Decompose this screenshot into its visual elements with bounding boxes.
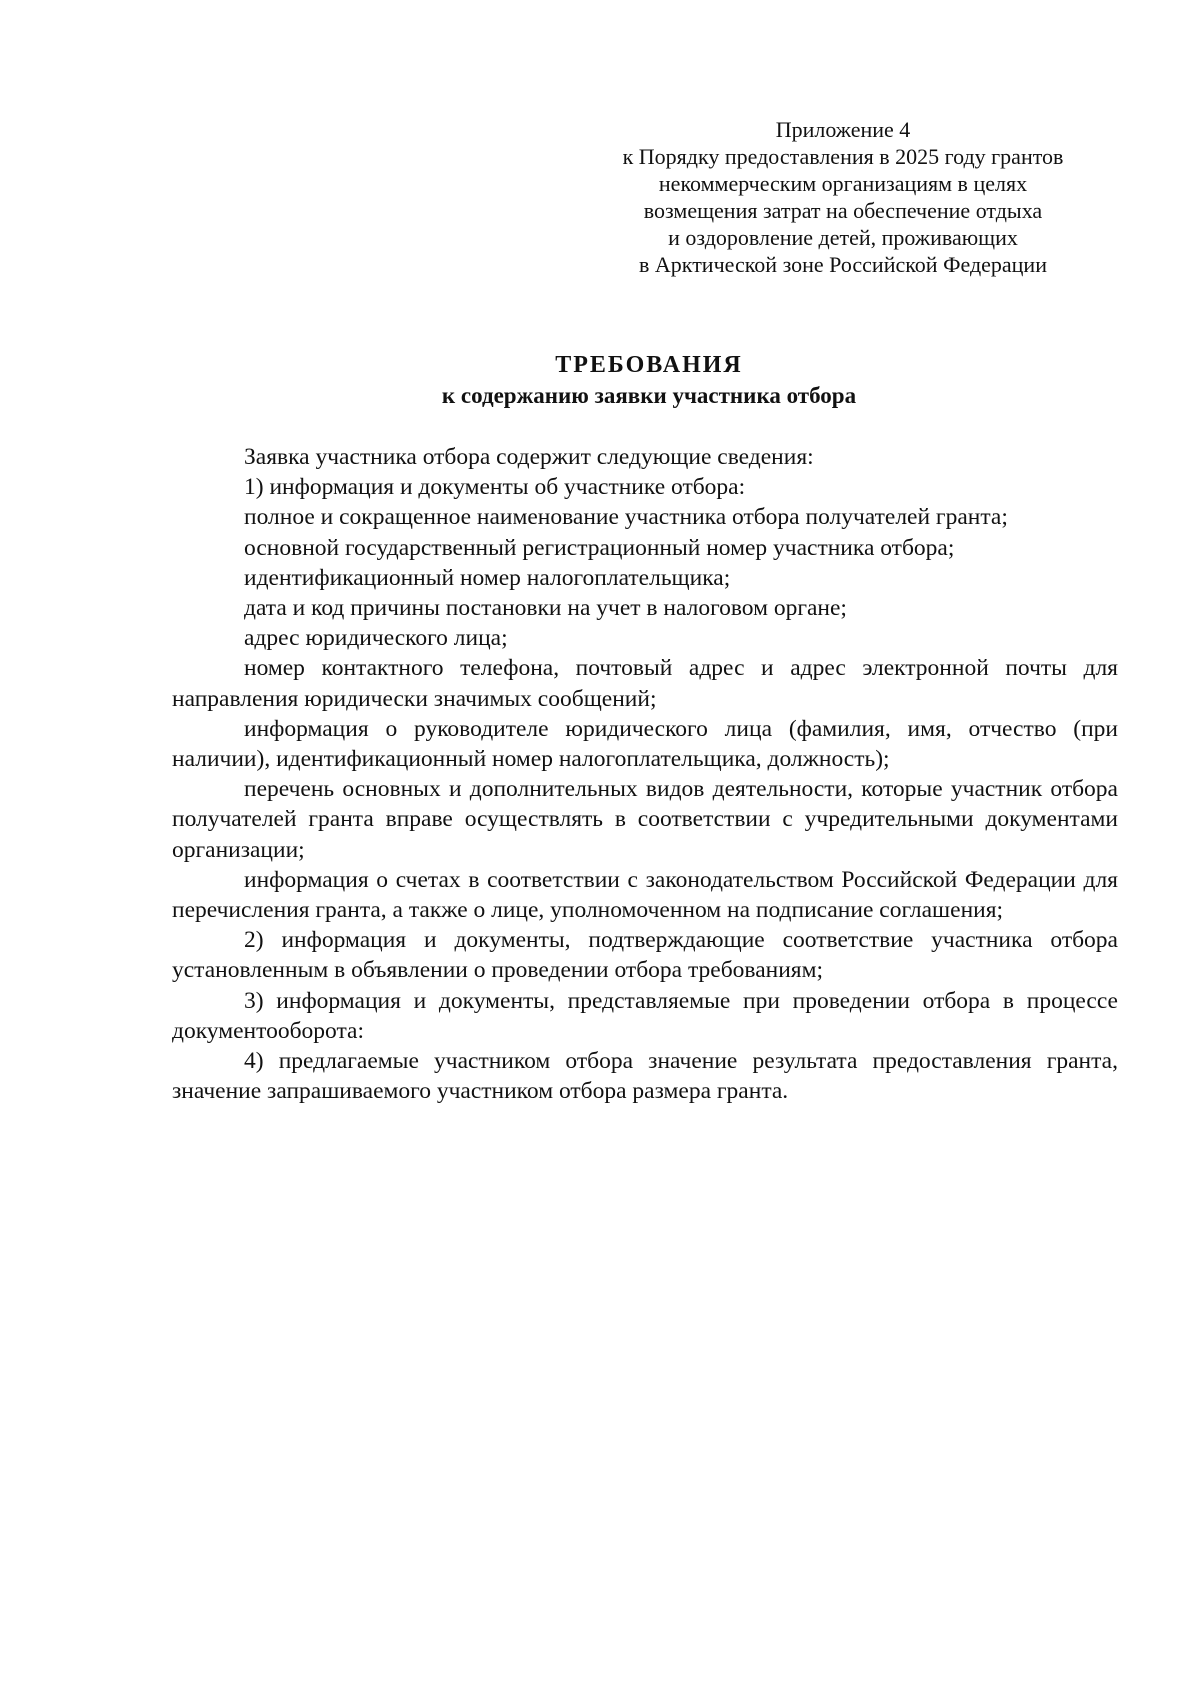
appendix-line: к Порядку предоставления в 2025 году грантов bbox=[622, 144, 1064, 169]
body-paragraph: 3) информация и документы, представляемые при проведении отбора в процессе документооборота: bbox=[172, 987, 1118, 1044]
body-paragraph: дата и код причины постановки на учет в налоговом органе; bbox=[244, 595, 847, 622]
body-paragraph: информация о счетах в соответствии с законодательством Российской Федерации для перечисления гранта, а также о лице, уполномоченном на подписание соглашения; bbox=[172, 866, 1118, 924]
document-body bbox=[172, 442, 1118, 1106]
body-paragraph: 1) информация и документы об участнике отбора: bbox=[244, 474, 746, 501]
body-paragraph: номер контактного телефона, почтовый адрес и адрес электронной почты для направления юридически значимых сообщений; bbox=[172, 655, 1118, 712]
body-paragraph: Заявка участника отбора содержит следующие сведения: bbox=[244, 444, 814, 470]
appendix-header bbox=[560, 116, 1126, 278]
body-paragraph: перечень основных и дополнительных видов деятельности, которые участник отбора получателей гранта вправе осуществлять в соответствии с учредительными документами организации; bbox=[172, 776, 1118, 863]
appendix-line: возмещения затрат на обеспечение отдыха bbox=[643, 198, 1043, 223]
body-paragraph: основной государственный регистрационный номер участника отбора; bbox=[244, 534, 955, 561]
body-paragraph: адрес юридического лица; bbox=[244, 625, 508, 652]
appendix-line: и оздоровление детей, проживающих bbox=[668, 225, 1018, 250]
body-paragraph: 4) предлагаемые участником отбора значение результата предоставления гранта, значение запрашиваемого участником отбора размера гранта. bbox=[172, 1048, 1118, 1105]
body-paragraph: идентификационный номер налогоплательщика; bbox=[244, 564, 731, 591]
appendix-line: в Арктической зоне Российской Федерации bbox=[639, 252, 1047, 277]
document-title: ТРЕБОВАНИЯ bbox=[555, 352, 743, 378]
body-paragraph: информация о руководителе юридического лица (фамилия, имя, отчество (при наличии), идентификационный номер налогоплательщика, должность); bbox=[172, 715, 1118, 773]
appendix-line: Приложение 4 bbox=[775, 117, 911, 142]
document-subtitle: к содержанию заявки участника отбора bbox=[441, 383, 857, 408]
appendix-line: некоммерческим организациям в целях bbox=[658, 171, 1028, 196]
body-paragraph: полное и сокращенное наименование участника отбора получателей гранта; bbox=[244, 504, 1008, 531]
body-paragraph: 2) информация и документы, подтверждающие соответствие участника отбора установленным в объявлении о проведении отбора требованиям; bbox=[172, 927, 1118, 984]
